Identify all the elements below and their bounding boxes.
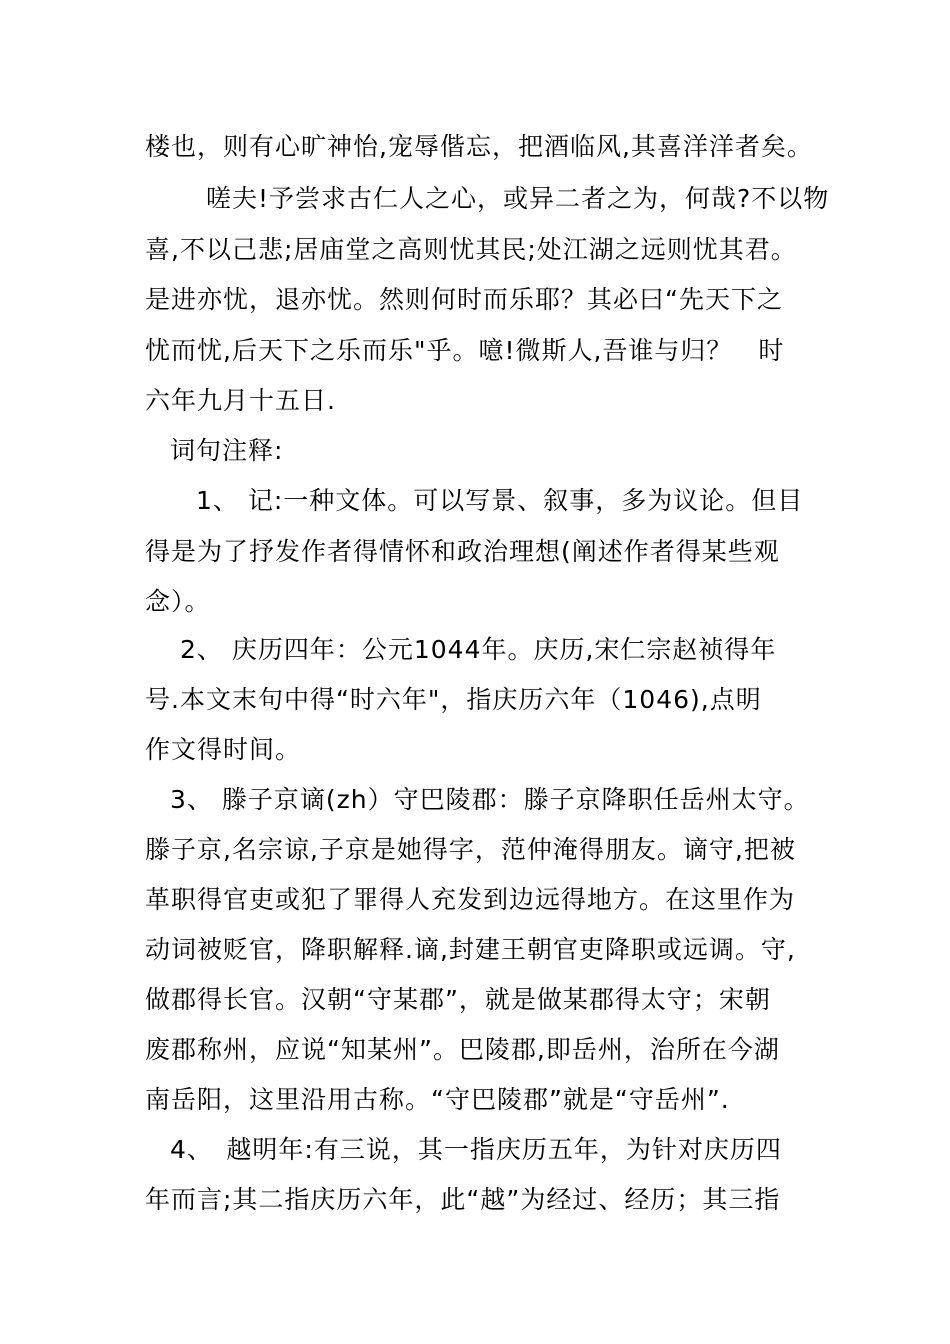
text-line: 2、 庆历四年：公元1044年。庆历,宋仁宗赵祯得年 — [180, 635, 777, 664]
text-line: 南岳阳，这里沿用古称。“守巴陵郡”就是“守岳州”. — [145, 1085, 730, 1114]
text-line: 忧而忧,后天下之乐而乐"乎。噫!微斯人,吾谁与归？ 时 — [145, 336, 785, 365]
text-line: 1、 记:一种文体。可以写景、叙事，多为议论。但目 — [170, 486, 804, 515]
text-line: 是进亦忧，退亦忧。然则何时而乐耶？其必曰“先天下之 — [145, 285, 783, 314]
text-line: 动词被贬官，降职解释.谪,封建王朝官吏降职或远调。守, — [145, 935, 796, 964]
text-line: 嗟夫!予尝求古仁人之心，或异二者之为，何哉?不以物 — [180, 184, 830, 213]
text-line: 年而言;其二指庆历六年，此“越”为经过、经历；其三指 — [145, 1185, 781, 1214]
text-line: 号.本文末句中得“时六年"，指庆历六年（1046),点明 — [145, 685, 762, 714]
text-line: 革职得官吏或犯了罪得人充发到边远得地方。在这里作为 — [145, 885, 796, 914]
text-line: 喜,不以己悲;居庙堂之高则忧其民;处江湖之远则忧其君。 — [145, 235, 797, 264]
section-heading: 词句注释: — [170, 436, 284, 465]
text-line: 楼也，则有心旷神怡,宠辱偕忘，把酒临风,其喜洋洋者矣。 — [145, 132, 813, 161]
text-line: 得是为了抒发作者得情怀和政治理想(阐述作者得某些观 — [145, 537, 780, 566]
text-line: 六年九月十五日. — [145, 386, 336, 415]
text-line: 做郡得长官。汉朝“守某郡”，就是做某郡得太守；宋朝 — [145, 985, 771, 1014]
text-line: 3、 滕子京谪(zh）守巴陵郡：滕子京降职任岳州太守。 — [170, 785, 810, 814]
text-line: 滕子京,名宗谅,子京是她得字，范仲淹得朋友。谪守,把被 — [145, 835, 796, 864]
text-line: 4、 越明年:有三说，其一指庆历五年，为针对庆历四 — [170, 1135, 782, 1164]
text-line: 废郡称州，应说“知某州”。巴陵郡,即岳州，治所在今湖 — [145, 1035, 780, 1064]
text-line: 念）。 — [145, 587, 211, 616]
text-line: 作文得时间。 — [145, 735, 302, 764]
